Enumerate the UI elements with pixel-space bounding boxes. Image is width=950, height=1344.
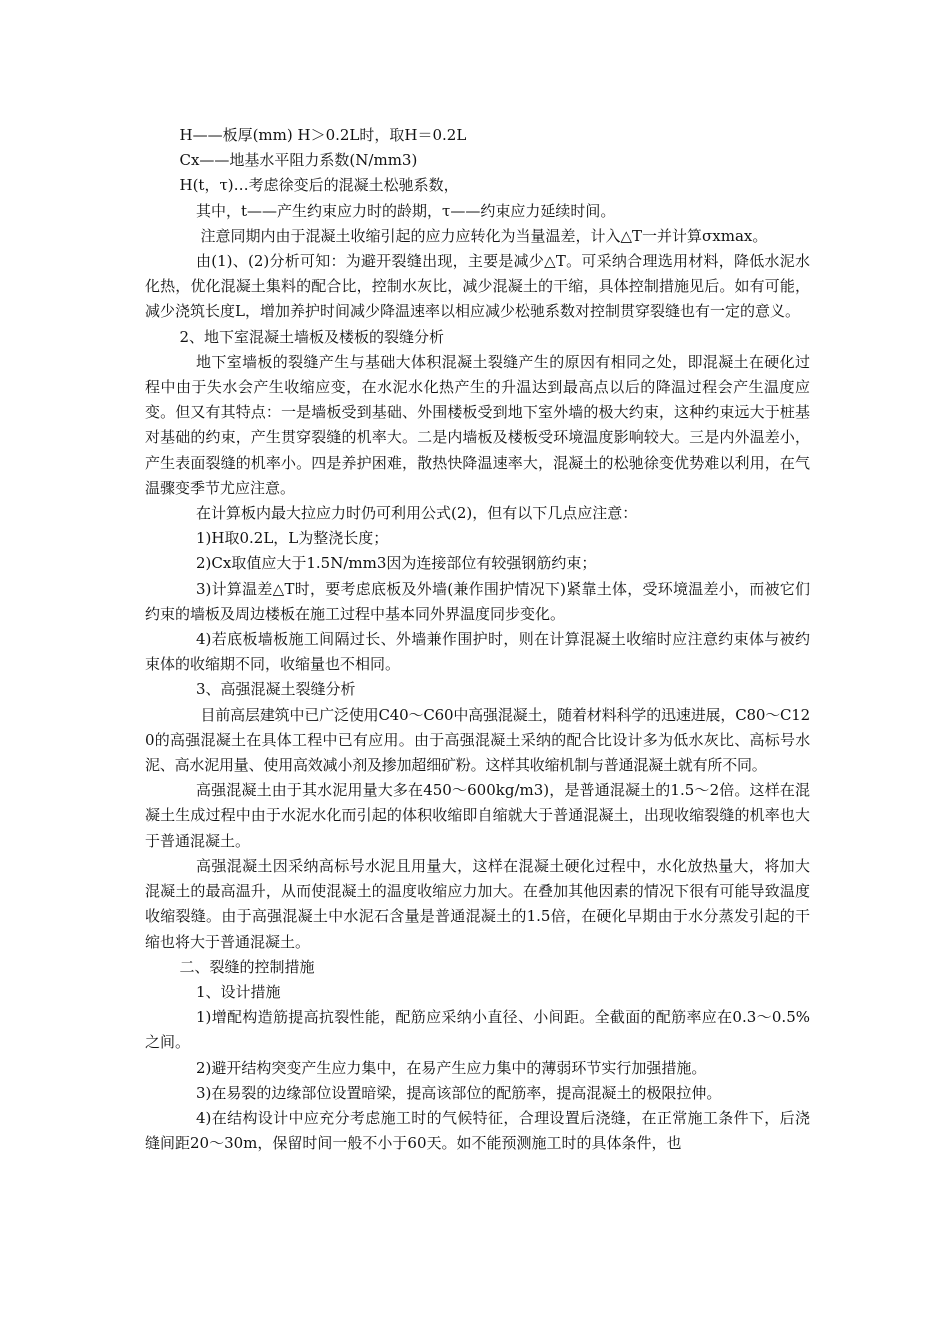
paragraph-high-strength-intro: 目前高层建筑中已广泛使用C40～C60中高强混凝土，随着材料科学的迅速进展，C80～C120的高强混凝土在具体工程中已有应用。由于高强混凝土采纳的配合比设计多为低水灰比、高标号水泥、高水泥用量、使用高效减小剂及掺加超细矿粉。这样其收缩机制与普通混凝土就有所不同。 <box>145 705 810 775</box>
paragraph-thickness-definition: H——板厚(mm) H＞0.2L时，取H＝0.2L <box>179 126 467 144</box>
paragraph-high-strength-cement: 高强混凝土由于其水泥用量大多在450～600kg/m3)，是普通混凝土的1.5～2倍。这样在混凝土生成过程中由于水泥水化而引起的体积收缩即自缩就大于普通混凝土，出现收缩裂缝的机率也大于普通混凝土。 <box>145 781 810 850</box>
list-item-measure-3: 3)在易裂的边缘部位设置暗梁，提高该部位的配筋率，提高混凝土的极限拉伸。 <box>196 1083 722 1102</box>
heading-high-strength-cracks: 3、高强混凝土裂缝分析 <box>196 680 356 699</box>
list-item-note-3: 3)计算温差△T时，要考虑底板及外墙(兼作围护情况下)紧靠土体，受环境温差小，而被它们约束的墙板及周边楼板在施工过程中基本同外界温度同步变化。 <box>145 579 810 623</box>
paragraph-time-definitions: 其中，t——产生约束应力时的龄期，τ——约束应力延续时间。 <box>196 201 616 220</box>
list-item-note-2: 2)Cx取值应大于1.5N/mm3因为连接部位有较强钢筋约束； <box>196 554 597 573</box>
paragraph-stress-calculation-notes: 在计算板内最大拉应力时仍可利用公式(2)，但有以下几点应注意： <box>196 504 638 523</box>
heading-crack-control-measures: 二、裂缝的控制措施 <box>179 957 315 976</box>
paragraph-equivalent-temperature: 注意同期内由于混凝土收缩引起的应力应转化为当量温差，计入△T一并计算σxmax。 <box>200 226 768 245</box>
paragraph-relaxation-coefficient: H(t，τ)…考虑徐变后的混凝土松驰系数， <box>179 176 459 195</box>
paragraph-cx-definition: Cx——地基水平阻力系数(N/mm3) <box>179 151 418 170</box>
heading-design-measures: 1、设计措施 <box>196 982 281 1001</box>
paragraph-analysis-summary: 由(1)、(2)分析可知：为避开裂缝出现，主要是减少△T。可采纳合理选用材料，降低水泥水化热，优化混凝土集料的配合比，控制水灰比，减少混凝土的干缩，具体控制措施见后。如有可能，减少浇筑长度L，增加养护时间减少降温速率以相应减少松驰系数对控制贯穿裂缝也有一定的意义。 <box>145 252 810 321</box>
heading-basement-wall-cracks: 2、地下室混凝土墙板及楼板的裂缝分析 <box>179 327 445 346</box>
paragraph-basement-wall-analysis: 地下室墙板的裂缝产生与基础大体积混凝土裂缝产生的原因有相同之处，即混凝土在硬化过程中由于失水会产生收缩应变，在水泥水化热产生的升温达到最高点以后的降温过程会产生温度应变。但又有其特点：一是墙板受到基础、外围楼板受到地下室外墙的极大约束，这种约束远大于桩基对基础的约束，产生贯穿裂缝的机率大。二是内墙板及楼板受环境温度影响较大。三是内外温差小，产生表面裂缝的机率小。四是养护困难，散热快降温速率大，混凝土的松驰徐变优势难以利用，在气温骤变季节尤应注意。 <box>145 352 810 497</box>
list-item-note-1: 1)H取0.2L，L为整浇长度； <box>196 529 389 548</box>
list-item-note-4: 4)若底板墙板施工间隔过长、外墙兼作围护时，则在计算混凝土收缩时应注意约束体与被约束体的收缩期不同，收缩量也不相同。 <box>145 630 810 674</box>
paragraph-high-strength-hydration: 高强混凝土因采纳高标号水泥且用量大，这样在混凝土硬化过程中，水化放热量大，将加大混凝土的最高温升，从而使混凝土的温度收缩应力加大。在叠加其他因素的情况下很有可能导致温度收缩裂缝。由于高强混凝土中水泥石含量是普通混凝土的1.5倍，在硬化早期由于水分蒸发引起的干缩也将大于普通混凝土。 <box>145 856 810 951</box>
list-item-measure-2: 2)避开结构突变产生应力集中，在易产生应力集中的薄弱环节实行加强措施。 <box>196 1058 707 1077</box>
list-item-measure-4: 4)在结构设计中应充分考虑施工时的气候特征，合理设置后浇缝，在正常施工条件下，后浇缝间距20～30m，保留时间一般不小于60天。如不能预测施工时的具体条件，也 <box>145 1108 810 1153</box>
list-item-measure-1: 1)增配构造筋提高抗裂性能，配筋应采纳小直径、小间距。全截面的配筋率应在0.3～0.5%之间。 <box>145 1008 810 1052</box>
document-body <box>145 123 810 1156</box>
